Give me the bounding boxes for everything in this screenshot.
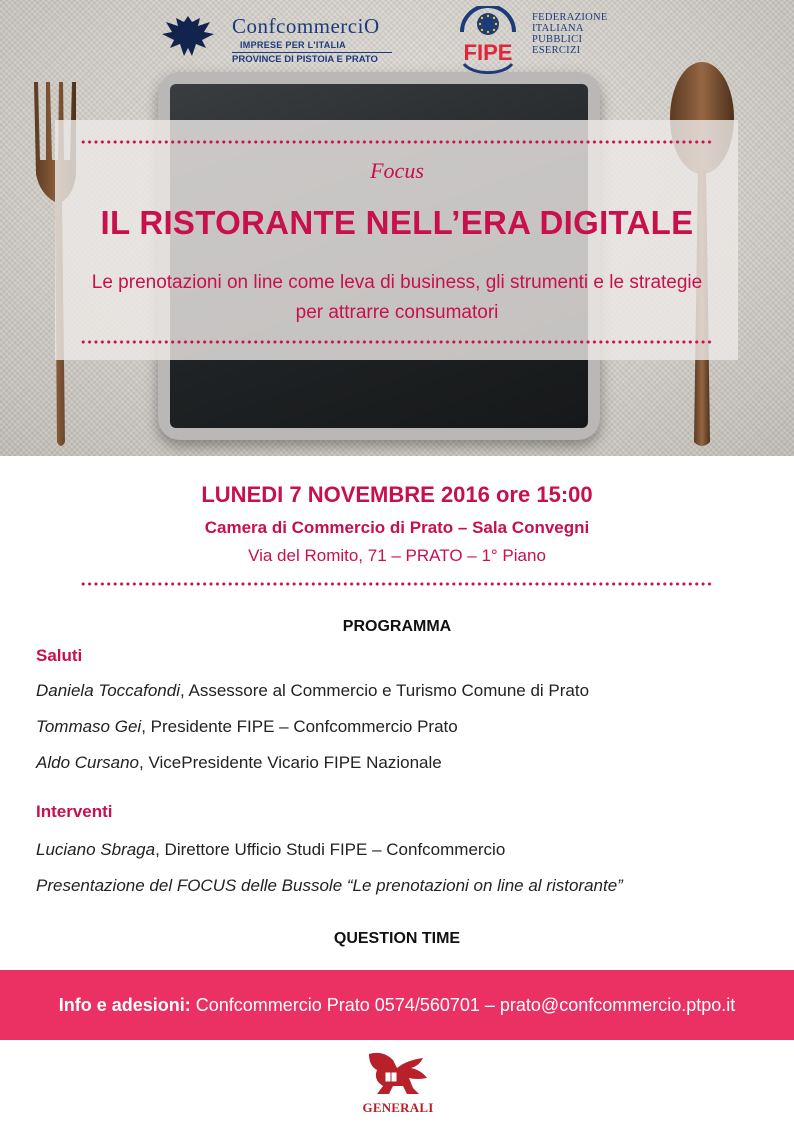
fipe-logo <box>452 4 622 74</box>
dotted-divider-event <box>80 582 714 586</box>
speaker-role: , Assessore al Commercio e Turismo Comune di Prato <box>179 681 590 700</box>
confcommercio-logo <box>160 10 400 66</box>
speaker-item <box>36 840 505 860</box>
speaker-name: Luciano Sbraga <box>36 840 156 859</box>
logo-bar <box>0 0 794 78</box>
info-bar <box>0 970 794 1040</box>
fipe-full-name <box>532 12 608 56</box>
fipe-emblem-icon <box>452 6 524 76</box>
speaker-role: , VicePresidente Vicario FIPE Nazionale <box>139 753 442 772</box>
presentation-line: Presentazione del FOCUS delle Bussole “Le prenotazioni on line al ristorante” <box>36 876 623 895</box>
eagle-icon <box>160 12 216 58</box>
dotted-divider-top <box>80 140 714 144</box>
speaker-name: Aldo Cursano <box>36 753 140 772</box>
fipe-acronym: FIPE <box>463 40 513 65</box>
speaker-item <box>36 717 458 737</box>
confcommercio-name: ConfcommerciO <box>232 14 380 38</box>
speaker-item <box>36 681 589 701</box>
event-title: IL RISTORANTE NELL’ERA DIGITALE <box>100 204 694 241</box>
saluti-label: Saluti <box>36 646 83 665</box>
question-time: QUESTION TIME <box>333 930 461 947</box>
speaker-role: , Direttore Ufficio Studi FIPE – Confcommercio <box>155 840 506 859</box>
confcommercio-tagline: IMPRESE PER L'ITALIA <box>240 40 346 50</box>
winged-lion-icon <box>363 1050 433 1096</box>
info-details: Confcommercio Prato 0574/560701 – prato@confcommercio.ptpo.it <box>190 994 736 1015</box>
generali-logo <box>355 1048 441 1118</box>
event-address: Via del Romito, 71 – PRATO – 1° Piano <box>248 546 546 565</box>
speaker-item <box>36 753 442 773</box>
speaker-name: Daniela Toccafondi <box>36 681 180 700</box>
event-venue: Camera di Commercio di Prato – Sala Convegni <box>204 518 590 537</box>
interventi-label: Interventi <box>36 802 113 821</box>
event-subtitle: Le prenotazioni on line come leva di business, gli strumenti e le strategie per attrarre consumatori <box>91 272 703 323</box>
generali-name: GENERALI <box>362 1100 434 1115</box>
confcommercio-province: PROVINCE DI PISTOIA E PRATO <box>232 54 378 65</box>
fipe-name-line: PUBBLICI <box>532 34 583 45</box>
info-contact <box>59 995 736 1016</box>
speaker-name: Tommaso Gei <box>36 717 142 736</box>
event-date: LUNEDI 7 NOVEMBRE 2016 ore 15:00 <box>201 482 593 507</box>
focus-label: Focus <box>370 158 424 183</box>
programma-heading: PROGRAMMA <box>342 618 452 635</box>
speaker-role: , Presidente FIPE – Confcommercio Prato <box>141 717 458 736</box>
fipe-name-line: ESERCIZI <box>532 45 581 56</box>
confcommercio-divider <box>232 52 392 53</box>
hero-banner <box>0 0 794 456</box>
fipe-name-line: ITALIANA <box>532 23 584 34</box>
dotted-divider-panel-bottom <box>80 340 714 344</box>
info-label: Info e adesioni: <box>58 994 191 1015</box>
fipe-name-line: FEDERAZIONE <box>532 12 608 23</box>
